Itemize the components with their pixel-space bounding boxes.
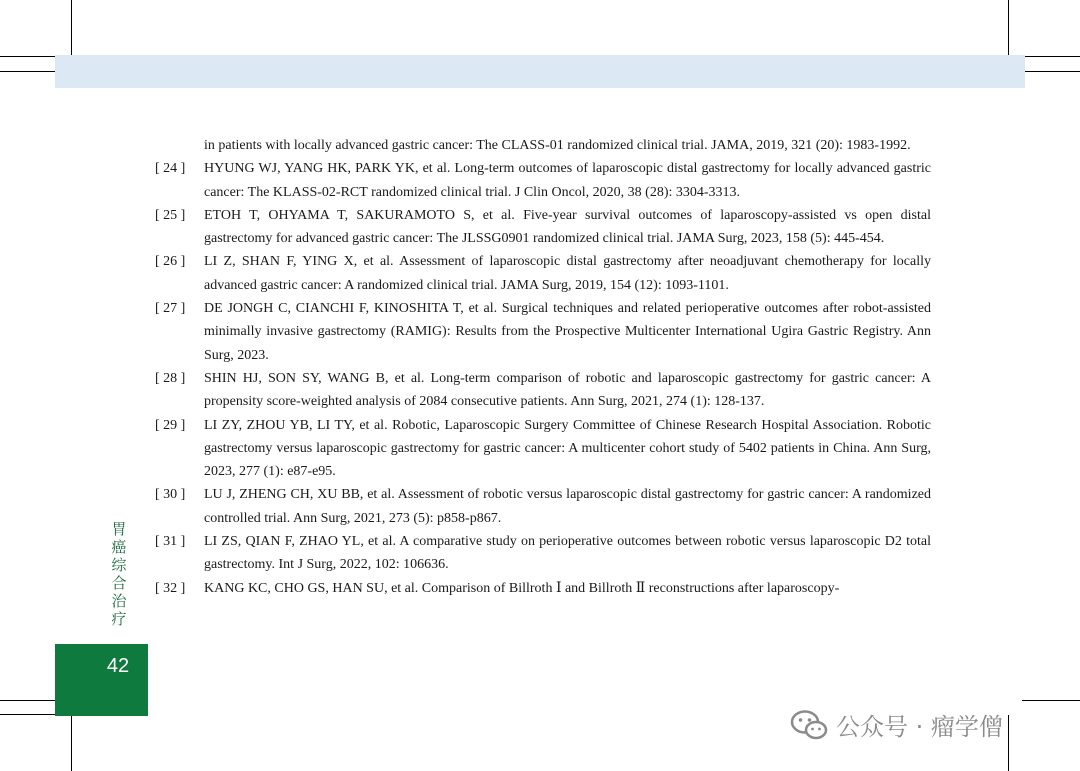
watermark	[790, 707, 1003, 742]
crop-mark	[1022, 700, 1080, 701]
reference-text: LI Z, SHAN F, YING X, et al. Assessment of laparoscopic distal gastrectomy after neoadjuvant chemotherapy for locally advanced gastric cancer: A randomized clinical trial. JAMA Surg, 2019, 154 (12): 1093-1101.	[204, 254, 931, 293]
reference-text: LU J, ZHENG CH, XU BB, et al. Assessment of robotic versus laparoscopic distal gastrectomy for gastric cancer: A randomized controlled trial. Ann Surg, 2021, 273 (5): p858-p867.	[204, 487, 931, 526]
side-section-title: 胃癌综合治疗	[111, 520, 127, 628]
crop-mark	[0, 71, 57, 72]
reference-number: [ 32 ]	[155, 580, 186, 596]
reference-item	[155, 157, 931, 204]
crop-mark	[0, 56, 57, 57]
reference-number: [ 26 ]	[155, 254, 186, 270]
crop-mark	[71, 0, 72, 57]
reference-text: ETOH T, OHYAMA T, SAKURAMOTO S, et al. Five-year survival outcomes of laparoscopy-assisted vs open distal gastrectomy for advanced gastric cancer: The JLSSG0901 randomized clinical trial. JAMA Surg, 2023, 158 (5): 445-454.	[204, 207, 931, 247]
reference-text: DE JONGH C, CIANCHI F, KINOSHITA T, et al. Surgical techniques and related perioperative outcomes after robot-assisted minimally invasive gastrectomy (RAMIG): Results from the Prospective Multicenter International Ugira Gastric Registry. Ann Surg, 2023.	[204, 301, 931, 363]
reference-item	[155, 204, 931, 251]
reference-text: SHIN HJ, SON SY, WANG B, et al. Long-term comparison of robotic and laparoscopic gastrectomy for gastric cancer: A propensity score-weighted analysis of 2084 consecutive patients. Ann Surg, 2021, 274 (1): 128-137.	[204, 370, 931, 410]
crop-mark	[0, 700, 57, 701]
crop-mark	[1008, 0, 1009, 57]
reference-item	[155, 414, 931, 484]
reference-number: [ 31 ]	[155, 534, 186, 550]
reference-number: [ 29 ]	[155, 417, 186, 433]
reference-item	[155, 367, 931, 414]
reference-list	[155, 134, 931, 600]
reference-item	[155, 530, 931, 577]
reference-text: LI ZS, QIAN F, ZHAO YL, et al. A comparative study on perioperative outcomes between robotic versus laparoscopic D2 total gastrectomy. Int J Surg, 2022, 102: 106636.	[204, 534, 931, 573]
crop-mark	[1008, 715, 1009, 771]
crop-mark	[71, 715, 72, 771]
reference-text: HYUNG WJ, YANG HK, PARK YK, et al. Long-term outcomes of laparoscopic distal gastrectomy for locally advanced gastric cancer: The KLASS-02-RCT randomized clinical trial. J Clin Oncol, 2020, 38 (28): 3304-3313.	[204, 161, 931, 200]
reference-item	[155, 250, 931, 297]
watermark-text: 公众号 · 瘤学僧	[836, 713, 1003, 741]
reference-item	[155, 577, 931, 600]
header-band	[55, 55, 1025, 88]
crop-mark	[0, 714, 57, 715]
reference-item	[155, 297, 931, 367]
reference-continuation: in patients with locally advanced gastric cancer: The CLASS-01 randomized clinical trial. JAMA, 2019, 321 (20): 1983-1992.	[204, 138, 911, 153]
reference-number: [ 28 ]	[155, 370, 186, 386]
reference-number: [ 30 ]	[155, 487, 186, 503]
reference-item	[155, 483, 931, 530]
wechat-icon	[790, 709, 828, 741]
crop-mark	[1022, 71, 1080, 72]
reference-text: LI ZY, ZHOU YB, LI TY, et al. Robotic, Laparoscopic Surgery Committee of Chinese Research Hospital Association. Robotic gastrectomy versus laparoscopic gastrectomy for gastric cancer: A multicenter cohort study of 5402 patients in China. Ann Surg, 2023, 277 (1): e87-e95.	[204, 417, 931, 480]
page-number: 42	[106, 655, 130, 677]
reference-number: [ 27 ]	[155, 301, 186, 317]
crop-mark	[1022, 56, 1080, 57]
reference-number: [ 24 ]	[155, 161, 186, 177]
reference-text: KANG KC, CHO GS, HAN SU, et al. Comparison of Billroth Ⅰ and Billroth Ⅱ reconstructions after laparoscopy-	[204, 580, 840, 596]
reference-number: [ 25 ]	[155, 207, 186, 223]
